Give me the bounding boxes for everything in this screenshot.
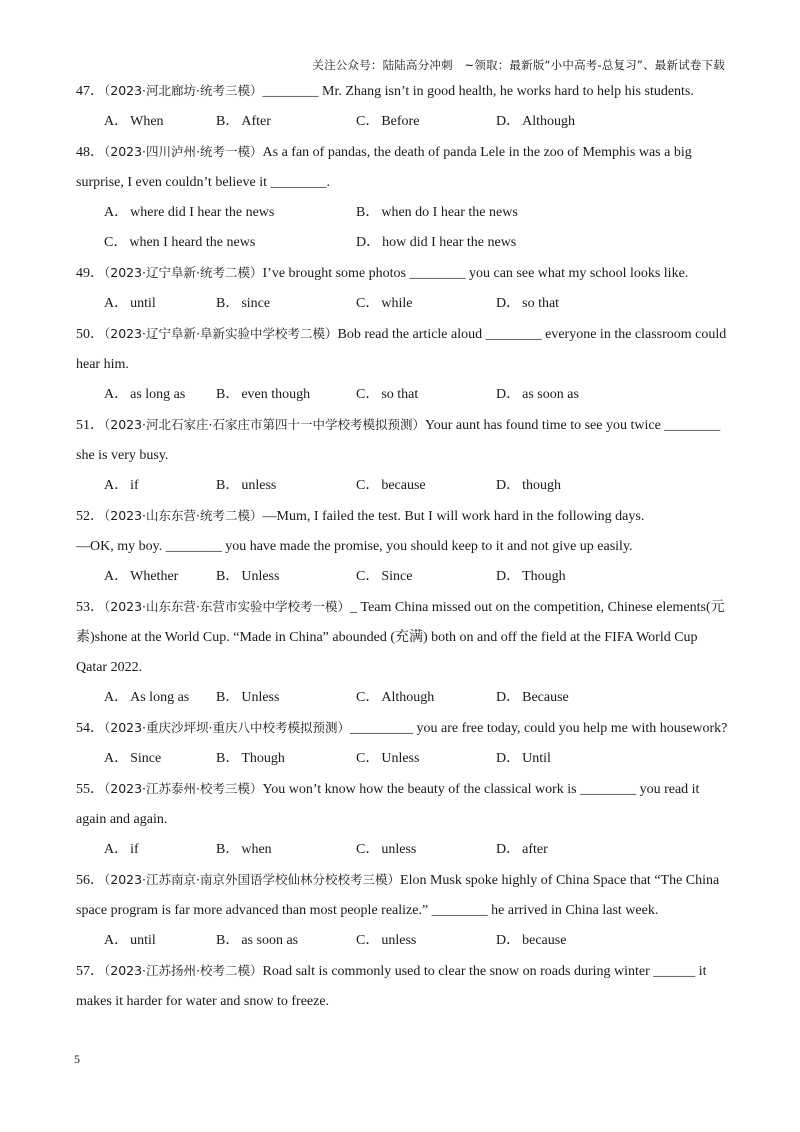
question-list <box>76 76 728 1017</box>
question-source: （2023·重庆沙坪坝·重庆八中校考模拟预测） <box>104 720 351 735</box>
question-47 <box>76 76 728 107</box>
option-a[interactable]: A． if <box>104 842 139 857</box>
options-55 <box>104 835 728 865</box>
option-b[interactable]: B． Unless <box>216 690 280 705</box>
option-d[interactable]: D． Because <box>496 690 569 705</box>
options-52 <box>104 562 728 592</box>
option-c[interactable]: C． unless <box>356 842 417 857</box>
option-b[interactable]: B． when do I hear the news <box>356 205 518 220</box>
option-a[interactable]: A． if <box>104 478 139 493</box>
option-d[interactable]: D． how did I hear the news <box>356 235 517 250</box>
option-d[interactable]: D． though <box>496 478 562 493</box>
option-c[interactable]: C． Unless <box>356 751 420 766</box>
option-c[interactable]: C． Before <box>356 114 420 129</box>
question-number: 54． <box>76 721 104 736</box>
option-c[interactable]: C． when I heard the news <box>104 235 256 250</box>
question-53 <box>76 592 728 683</box>
option-b[interactable]: B． Unless <box>216 569 280 584</box>
question-source: （2023·河北石家庄·石家庄市第四十一中学校考模拟预测） <box>104 417 426 432</box>
options-54 <box>104 744 728 774</box>
question-source: （2023·四川泸州·统考一模） <box>104 144 263 159</box>
option-c[interactable]: C． unless <box>356 933 417 948</box>
question-source: （2023·江苏南京·南京外国语学校仙林分校校考三模） <box>104 872 401 887</box>
question-50 <box>76 319 728 380</box>
question-source: （2023·辽宁阜新·阜新实验中学校考二模） <box>104 326 338 341</box>
options-56 <box>104 926 728 956</box>
question-number: 49． <box>76 266 104 281</box>
option-d[interactable]: D． so that <box>496 296 560 311</box>
option-a[interactable]: A． as long as <box>104 387 186 402</box>
option-d[interactable]: D． because <box>496 933 567 948</box>
option-b[interactable]: B． Though <box>216 751 285 766</box>
question-text: You won’t know how the beauty of the classical work is ________ you read it again and again. <box>76 782 700 827</box>
question-text: Bob read the article aloud ________ everyone in the classroom could hear him. <box>76 327 727 372</box>
option-a[interactable]: A． Since <box>104 751 162 766</box>
question-number: 50． <box>76 327 104 342</box>
question-56 <box>76 865 728 926</box>
options-47 <box>104 107 728 137</box>
option-b[interactable]: B． when <box>216 842 272 857</box>
question-text: Your aunt has found time to see you twice ________ she is very busy. <box>76 418 721 463</box>
question-number: 52． <box>76 509 104 524</box>
option-d[interactable]: D． after <box>496 842 548 857</box>
option-b[interactable]: B． since <box>216 296 271 311</box>
option-c[interactable]: C． so that <box>356 387 419 402</box>
option-c[interactable]: C． while <box>356 296 413 311</box>
question-57 <box>76 956 728 1017</box>
option-d[interactable]: D． as soon as <box>496 387 579 402</box>
question-source: （2023·江苏扬州·校考二模） <box>104 963 263 978</box>
options-50 <box>104 380 728 410</box>
question-55 <box>76 774 728 835</box>
question-source: （2023·河北廊坊·统考三模） <box>104 83 263 98</box>
option-c[interactable]: C． because <box>356 478 426 493</box>
option-d[interactable]: D． Until <box>496 751 551 766</box>
question-text: I’ve brought some photos ________ you can see what my school looks like. <box>262 266 689 281</box>
question-48 <box>76 137 728 198</box>
question-number: 51． <box>76 418 104 433</box>
option-b[interactable]: B． unless <box>216 478 277 493</box>
question-text: _________ you are free today, could you help me with housework? <box>350 721 728 736</box>
question-54 <box>76 713 728 744</box>
question-number: 48． <box>76 145 104 160</box>
question-number: 47． <box>76 84 104 99</box>
question-49 <box>76 258 728 289</box>
question-source: （2023·山东东营·统考二模） <box>104 508 263 523</box>
question-number: 53． <box>76 600 104 615</box>
question-number: 57． <box>76 964 104 979</box>
question-text: ________ Mr. Zhang isn’t in good health, he works hard to help his students. <box>262 84 694 99</box>
option-b[interactable]: B． even though <box>216 387 311 402</box>
options-49 <box>104 289 728 319</box>
options-48-row1 <box>104 198 728 228</box>
question-text-reply: —OK, my boy. ________ you have made the promise, you should keep to it and not give up easily. <box>76 539 633 554</box>
page-header: 关注公众号：陆陆高分冲刺 ~领取：最新版“小中高考-总复习”、最新试卷下载 <box>312 58 725 72</box>
question-52 <box>76 501 728 562</box>
options-53 <box>104 683 728 713</box>
option-d[interactable]: D． Although <box>496 114 576 129</box>
options-48-row2 <box>104 228 728 258</box>
option-a[interactable]: A． Whether <box>104 569 179 584</box>
option-c[interactable]: C． Although <box>356 690 435 705</box>
question-number: 55． <box>76 782 104 797</box>
question-source: （2023·辽宁阜新·统考二模） <box>104 265 263 280</box>
question-text: Road salt is commonly used to clear the snow on roads during winter ______ it makes it harder for water and snow to freeze. <box>76 964 707 1009</box>
option-c[interactable]: C． Since <box>356 569 413 584</box>
option-b[interactable]: B． as soon as <box>216 933 299 948</box>
option-a[interactable]: A． When <box>104 114 164 129</box>
question-text: Elon Musk spoke highly of China Space that “The China space program is far more advanced than most people realize.” ________ he arrived in China last week. <box>76 873 720 918</box>
option-a[interactable]: A． until <box>104 933 156 948</box>
option-a[interactable]: A． until <box>104 296 156 311</box>
page-number: 5 <box>74 1052 80 1066</box>
option-a[interactable]: A． As long as <box>104 690 190 705</box>
question-51 <box>76 410 728 471</box>
question-text: _ Team China missed out on the competition, Chinese elements(元素)shone at the World Cup. “Made in China” abounded (充满) both on and off the field at the FIFA World Cup Qatar 2022. <box>76 600 725 675</box>
option-a[interactable]: A． where did I hear the news <box>104 205 275 220</box>
options-51 <box>104 471 728 501</box>
question-text: As a fan of pandas, the death of panda Lele in the zoo of Memphis was a big surprise, I even couldn’t believe it ________. <box>76 145 692 190</box>
option-d[interactable]: D． Though <box>496 569 566 584</box>
option-b[interactable]: B． After <box>216 114 271 129</box>
question-source: （2023·山东东营·东营市实验中学校考一模） <box>104 599 351 614</box>
question-text: —Mum, I failed the test. But I will work hard in the following days. <box>262 509 645 524</box>
question-number: 56． <box>76 873 104 888</box>
question-source: （2023·江苏泰州·校考三模） <box>104 781 263 796</box>
